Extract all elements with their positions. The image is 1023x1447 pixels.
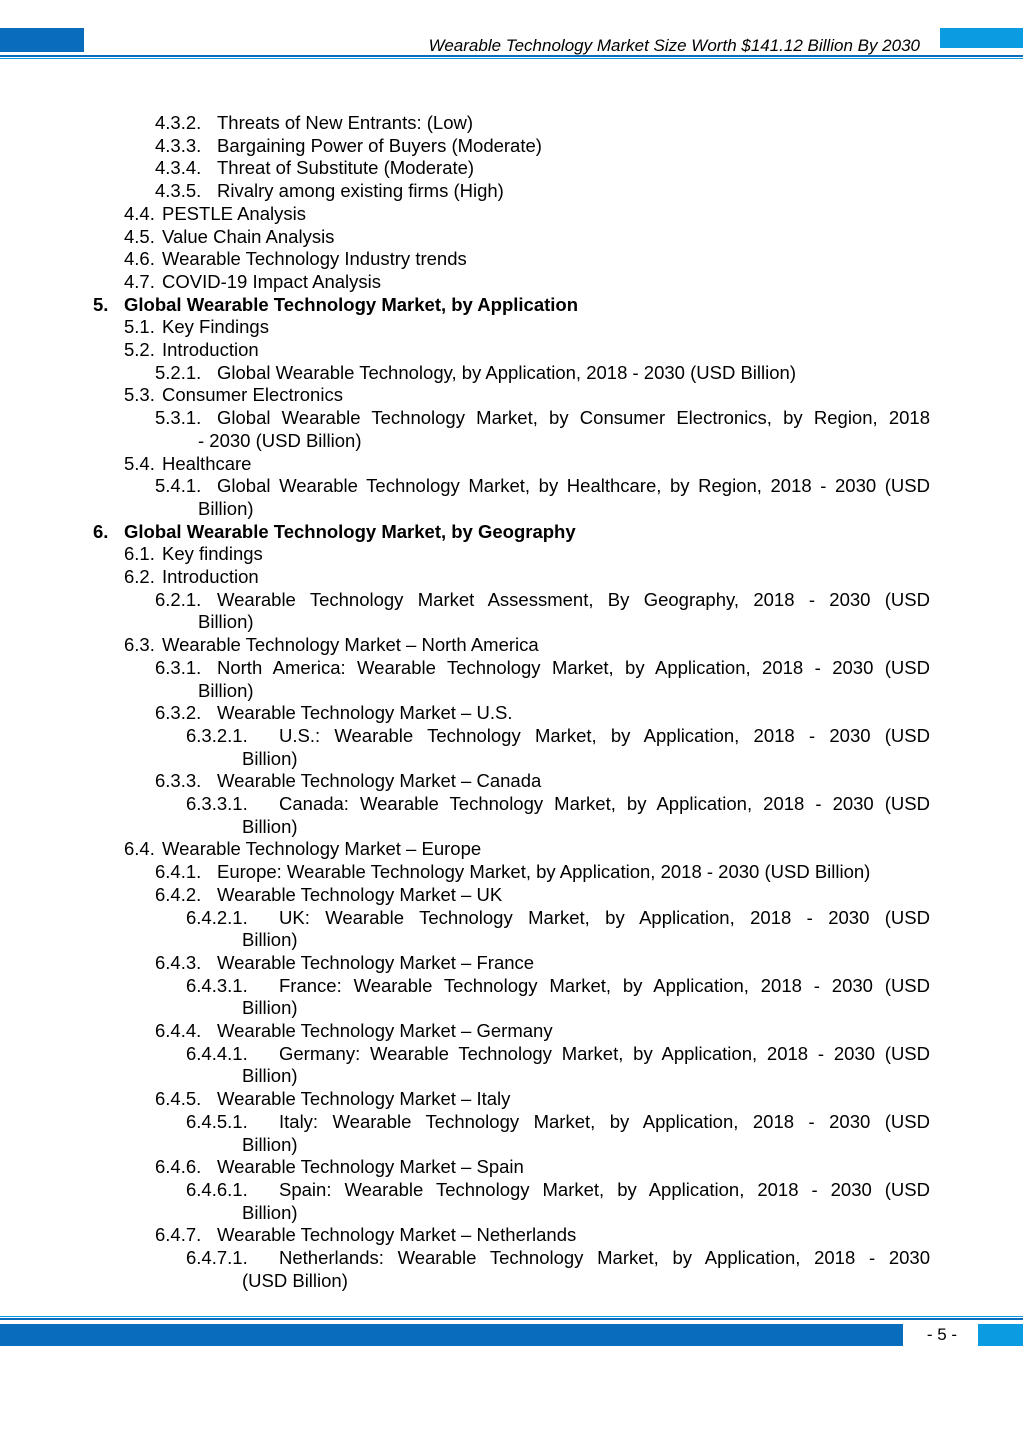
toc-entry-continuation: - 2030 (USD Billion) — [198, 429, 362, 451]
toc-entry-number: 6.3.2. — [155, 702, 202, 724]
toc-entry — [0, 975, 1023, 997]
toc-entry — [0, 1156, 1023, 1178]
toc-entry-number: 4.3.2. — [155, 112, 202, 133]
toc-entry — [0, 112, 1023, 134]
toc-entry — [0, 271, 1023, 293]
toc-entry-title: Healthcare — [162, 452, 252, 474]
toc-entry — [0, 952, 1023, 974]
toc-entry-number: 6. — [93, 520, 109, 542]
toc-entry — [0, 475, 1023, 497]
footer-rule-thin — [0, 1316, 1023, 1317]
toc-entry-number: 6.2. — [124, 566, 155, 587]
toc-entry-number: 5.3. — [124, 384, 155, 406]
toc-entry-title: Introduction — [162, 339, 259, 360]
toc-entry-number: 6.4.2. — [155, 883, 202, 905]
toc-entry-number: 6.4.4. — [155, 1020, 202, 1041]
toc-entry-number: 4.3.3. — [155, 134, 202, 156]
toc-entry-continuation: Billion) — [242, 1201, 298, 1223]
toc-entry — [0, 838, 1023, 860]
toc-entry-title: UK: Wearable Technology Market, by Application, 2018 - 2030 (USD — [279, 906, 930, 928]
toc-entry-title: Italy: Wearable Technology Market, by Application, 2018 - 2030 (USD — [279, 1110, 930, 1132]
toc-entry — [0, 1088, 1023, 1110]
toc-entry — [0, 1043, 1023, 1065]
toc-entry — [0, 294, 1023, 316]
toc-entry-title: Wearable Technology Market – U.S. — [217, 702, 513, 724]
toc-entry-continuation: Billion) — [198, 497, 254, 519]
toc-entry-number: 4.6. — [124, 248, 155, 270]
toc-entry-title: COVID-19 Impact Analysis — [162, 270, 381, 292]
toc-entry-number: 6.2.1. — [155, 588, 202, 610]
toc-entry-continuation: Billion) — [242, 997, 298, 1019]
toc-entry-title: Canada: Wearable Technology Market, by Application, 2018 - 2030 (USD — [279, 793, 930, 814]
toc-entry — [0, 157, 1023, 179]
header-block-right — [940, 28, 1023, 48]
toc-entry-number: 6.4.3. — [155, 951, 202, 973]
toc-entry-number: 6.4.5. — [155, 1088, 202, 1110]
toc-entry-number: 4.7. — [124, 270, 155, 292]
toc-entry-continuation: Billion) — [242, 1065, 298, 1087]
toc-entry-title: Wearable Technology Market – Italy — [217, 1088, 511, 1110]
toc-entry-title: Threats of New Entrants: (Low) — [217, 112, 474, 133]
toc-entry-number: 6.4.7. — [155, 1224, 202, 1246]
toc-entry-number: 5.3.1. — [155, 407, 202, 429]
toc-entry-title: Europe: Wearable Technology Market, by Application, 2018 - 2030 (USD Billion) — [217, 861, 871, 883]
toc-entry-title: Wearable Technology Market Assessment, By Geography, 2018 - 2030 (USD — [217, 588, 930, 610]
toc-entry — [0, 453, 1023, 475]
toc-entry-continuation: (USD Billion) — [242, 1269, 348, 1291]
toc-entry — [0, 362, 1023, 384]
toc-entry — [0, 884, 1023, 906]
toc-entry-title: Wearable Technology Market – North America — [162, 634, 539, 656]
toc-entry — [0, 725, 1023, 747]
toc-entry-title: Spain: Wearable Technology Market, by Application, 2018 - 2030 (USD — [279, 1178, 930, 1200]
toc-entry-title: Wearable Technology Market – Germany — [217, 1020, 553, 1041]
header-rule-thin — [0, 58, 1023, 59]
toc-entry-title: Wearable Technology Market – Canada — [217, 770, 542, 792]
page-number: - 5 - — [926, 1325, 958, 1344]
toc-entry-number: 4.3.4. — [155, 157, 202, 179]
toc-entry-number: 6.4. — [124, 838, 155, 860]
footer-bar — [0, 1324, 903, 1346]
toc-entry — [0, 339, 1023, 361]
toc-entry-number: 6.4.3.1. — [186, 974, 248, 996]
toc-entry-continuation: Billion) — [242, 815, 298, 837]
toc-entry-title: PESTLE Analysis — [162, 202, 306, 224]
toc-entry — [0, 384, 1023, 406]
toc-entry-continuation: Billion) — [198, 679, 254, 701]
toc-entry-number: 5.2.1. — [155, 361, 202, 383]
toc-entry-number: 4.5. — [124, 225, 155, 247]
footer-rule — [0, 1318, 1023, 1320]
toc-entry-title: Wearable Technology Market – France — [217, 951, 535, 973]
toc-entry — [0, 634, 1023, 656]
toc-entry-number: 6.3.2.1. — [186, 724, 248, 746]
footer-block — [978, 1324, 1023, 1346]
toc-entry-number: 6.3. — [124, 634, 155, 656]
toc-entry — [0, 1111, 1023, 1133]
toc-entry-number: 6.4.4.1. — [186, 1042, 248, 1064]
toc-entry-continuation: Billion) — [242, 747, 298, 769]
toc-entry-title: Value Chain Analysis — [162, 225, 335, 247]
toc-entry — [0, 135, 1023, 157]
toc-entry-number: 6.3.3. — [155, 770, 202, 792]
toc-entry — [0, 203, 1023, 225]
toc-entry-title: Rivalry among existing firms (High) — [217, 180, 504, 202]
toc-entry-title: Wearable Technology Market – Spain — [217, 1156, 524, 1178]
toc-entry-title: Global Wearable Technology, by Application, 2018 - 2030 (USD Billion) — [217, 361, 796, 383]
toc-entry — [0, 1020, 1023, 1042]
toc-entry-number: 6.3.3.1. — [186, 793, 248, 814]
toc-entry-title: Bargaining Power of Buyers (Moderate) — [217, 134, 542, 156]
toc-entry-continuation: Billion) — [198, 611, 254, 633]
toc-entry — [0, 1179, 1023, 1201]
toc-entry-title: Wearable Technology Industry trends — [162, 248, 467, 270]
header-rule — [0, 55, 1023, 57]
toc-entry-title: North America: Wearable Technology Market, by Application, 2018 - 2030 (USD — [217, 656, 930, 678]
toc-entry-title: Consumer Electronics — [162, 384, 343, 406]
toc-entry — [0, 589, 1023, 611]
toc-entry-continuation: Billion) — [242, 929, 298, 951]
toc-entry-number: 6.4.6.1. — [186, 1178, 248, 1200]
toc-entry-title: Wearable Technology Market – Europe — [162, 838, 482, 860]
toc-entry-title: Germany: Wearable Technology Market, by Application, 2018 - 2030 (USD — [279, 1042, 930, 1064]
toc-entry-title: U.S.: Wearable Technology Market, by Application, 2018 - 2030 (USD — [279, 724, 930, 746]
toc-entry-title: Global Wearable Technology Market, by Consumer Electronics, by Region, 2018 — [217, 407, 930, 429]
toc-entry-title: Threat of Substitute (Moderate) — [217, 157, 475, 179]
toc-entry-title: Key Findings — [162, 316, 269, 338]
toc-entry-number: 6.4.5.1. — [186, 1110, 248, 1132]
toc-entry — [0, 226, 1023, 248]
toc-entry-title: Wearable Technology Market – UK — [217, 883, 503, 905]
toc-entry-number: 4.3.5. — [155, 180, 202, 202]
toc-entry — [0, 316, 1023, 338]
toc-entry-number: 6.3.1. — [155, 656, 202, 678]
toc-entry-continuation: Billion) — [242, 1133, 298, 1155]
toc-entry-number: 6.4.7.1. — [186, 1247, 248, 1268]
toc-entry — [0, 566, 1023, 588]
toc-entry-number: 6.1. — [124, 543, 155, 565]
toc-entry-title: Introduction — [162, 566, 259, 587]
toc-entry-number: 5.4. — [124, 452, 155, 474]
toc-entry — [0, 180, 1023, 202]
toc-entry-number: 5. — [93, 293, 109, 315]
toc-entry — [0, 543, 1023, 565]
toc-entry — [0, 1247, 1023, 1269]
toc-entry-title: Global Wearable Technology Market, by Application — [124, 293, 579, 315]
toc-entry — [0, 248, 1023, 270]
toc-entry-number: 6.4.6. — [155, 1156, 202, 1178]
toc-entry-number: 4.4. — [124, 202, 155, 224]
toc-entry-title: Global Wearable Technology Market, by Healthcare, by Region, 2018 - 2030 (USD — [217, 475, 930, 497]
toc-entry-title: Global Wearable Technology Market, by Geography — [124, 520, 576, 542]
toc-entry-title: Netherlands: Wearable Technology Market, by Application, 2018 - 2030 — [279, 1247, 930, 1268]
toc-entry-title: Key findings — [162, 543, 263, 565]
toc-entry-number: 6.4.1. — [155, 861, 202, 883]
toc-entry-title: Wearable Technology Market – Netherlands — [217, 1224, 577, 1246]
toc-entry-title: France: Wearable Technology Market, by Application, 2018 - 2030 (USD — [279, 974, 930, 996]
toc-entry — [0, 702, 1023, 724]
toc-entry — [0, 770, 1023, 792]
toc-entry-number: 5.1. — [124, 316, 155, 338]
toc-entry-number: 5.4.1. — [155, 475, 202, 497]
toc-entry-number: 5.2. — [124, 339, 155, 360]
header-title: Wearable Technology Market Size Worth $141.12 Billion By 2030 — [428, 36, 920, 55]
toc-entry — [0, 521, 1023, 543]
toc-entry — [0, 407, 1023, 429]
toc-entry — [0, 793, 1023, 815]
toc-entry — [0, 657, 1023, 679]
header-block-left — [0, 28, 84, 52]
toc-entry — [0, 907, 1023, 929]
toc-entry — [0, 1224, 1023, 1246]
toc-entry-number: 6.4.2.1. — [186, 906, 248, 928]
toc-entry — [0, 861, 1023, 883]
